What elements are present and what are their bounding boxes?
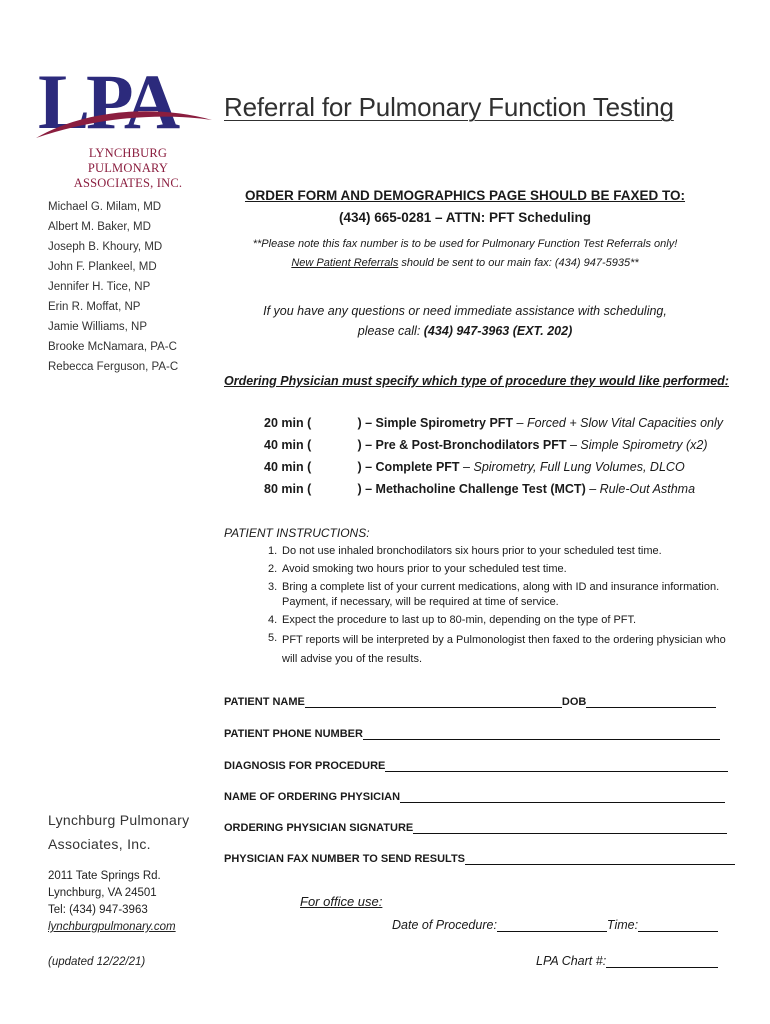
- procedure-name: ) – Pre & Post-Bronchodilators PFT: [354, 438, 567, 452]
- page-title: Referral for Pulmonary Function Testing: [224, 92, 674, 122]
- procedure-desc: – Rule-Out Asthma: [585, 482, 696, 496]
- address-city: Lynchburg, VA 24501: [48, 887, 157, 899]
- chart-number-row: [536, 954, 718, 968]
- staff-list: [48, 197, 178, 377]
- procedure-option[interactable]: [264, 412, 723, 434]
- patient-phone-field[interactable]: [363, 728, 720, 740]
- diagnosis-label: DIAGNOSIS FOR PROCEDURE: [224, 760, 386, 772]
- instruction-item: [268, 544, 728, 559]
- updated-date: (updated 12/22/21): [48, 956, 146, 968]
- chart-number-label: LPA Chart #:: [536, 954, 607, 968]
- instruction-item: [268, 580, 728, 610]
- instruction-number: 3.: [268, 581, 278, 593]
- instruction-number: 5.: [268, 632, 278, 644]
- logo-wordmark: [48, 146, 208, 191]
- procedure-name: ) – Methacholine Challenge Test (MCT): [354, 482, 586, 496]
- procedure-duration: 40 min (: [264, 438, 312, 452]
- procedure-date-field[interactable]: [497, 920, 607, 932]
- instructions-list: [268, 544, 728, 672]
- physician-name-field[interactable]: [400, 791, 725, 803]
- fax-number: (434) 665-0281 – ATTN: PFT Scheduling: [338, 210, 592, 225]
- procedure-duration: 40 min (: [264, 460, 312, 474]
- procedure-date-label: Date of Procedure:: [392, 918, 497, 932]
- procedure-date-row: [392, 918, 718, 932]
- instruction-text: Expect the procedure to last up to 80-min, depending on the type of PFT.: [282, 614, 637, 626]
- staff-member: Erin R. Moffat, NP: [48, 301, 141, 313]
- staff-member: Jamie Williams, NP: [48, 321, 148, 333]
- instruction-text: Avoid smoking two hours prior to your scheduled test time.: [282, 563, 567, 575]
- fax-heading: ORDER FORM AND DEMOGRAPHICS PAGE SHOULD BE FAXED TO:: [244, 188, 686, 203]
- instruction-item: [268, 613, 728, 628]
- questions-line-1: If you have any questions or need immediate assistance with scheduling,: [263, 304, 667, 318]
- signature-row: [224, 822, 727, 834]
- physician-name-label: NAME OF ORDERING PHYSICIAN: [224, 791, 401, 803]
- instruction-text: PFT reports will be interpreted by a Pulmonologist then faxed to the ordering physician who will advise you of the results.: [282, 634, 726, 665]
- patient-name-row: [224, 696, 716, 708]
- time-field[interactable]: [638, 920, 718, 932]
- patient-instructions-label: PATIENT INSTRUCTIONS:: [224, 526, 370, 540]
- patient-name-label: PATIENT NAME: [224, 696, 305, 708]
- procedure-name: ) – Simple Spirometry PFT: [354, 416, 514, 430]
- physician-name-row: [224, 791, 725, 803]
- procedure-list: [264, 412, 723, 500]
- staff-member: Michael G. Milam, MD: [48, 201, 162, 213]
- patient-phone-row: [224, 728, 720, 740]
- order-spec-heading: Ordering Physician must specify which type of procedure they would like performed:: [224, 374, 729, 388]
- chart-number-field[interactable]: [606, 956, 718, 968]
- physician-fax-field[interactable]: [465, 853, 735, 865]
- staff-member: Jennifer H. Tice, NP: [48, 281, 151, 293]
- physician-fax-label: PHYSICIAN FAX NUMBER TO SEND RESULTS: [224, 853, 466, 865]
- fax-note-2-rest: should be sent to our main fax: (434) 947-5935**: [398, 257, 639, 269]
- instruction-item: [268, 631, 728, 669]
- procedure-option[interactable]: [264, 434, 723, 456]
- lpa-logo-mark: [34, 62, 216, 146]
- procedure-duration: 80 min (: [264, 482, 312, 496]
- procedure-option[interactable]: [264, 478, 723, 500]
- instruction-number: 1.: [268, 545, 278, 557]
- staff-member: Albert M. Baker, MD: [48, 221, 151, 233]
- time-label: Time:: [606, 918, 639, 932]
- patient-phone-label: PATIENT PHONE NUMBER: [224, 728, 363, 740]
- questions-prefix: please call:: [357, 324, 424, 338]
- instruction-item: [268, 562, 728, 577]
- signature-field[interactable]: [413, 822, 727, 834]
- address-tel: Tel: (434) 947-3963: [48, 904, 148, 916]
- dob-field[interactable]: [586, 696, 716, 708]
- scheduling-phone: (434) 947-3963 (EXT. 202): [423, 324, 573, 338]
- fax-note-2: [210, 257, 720, 269]
- company-line-2: Associates, Inc.: [48, 836, 151, 852]
- new-patient-referrals-text: New Patient Referrals: [291, 257, 399, 269]
- diagnosis-row: [224, 760, 728, 772]
- instruction-number: 4.: [268, 614, 278, 626]
- physician-fax-row: [224, 853, 735, 865]
- logo-line-1: LYNCHBURG PULMONARY: [87, 146, 169, 175]
- instruction-text: Bring a complete list of your current medications, along with ID and insurance information. Payment, if necessary, will be required at time of service.: [282, 581, 720, 608]
- procedure-desc: – Forced + Slow Vital Capacities only: [513, 416, 724, 430]
- company-name: [48, 808, 189, 856]
- patient-name-field[interactable]: [305, 696, 562, 708]
- staff-member: John F. Plankeel, MD: [48, 261, 157, 273]
- procedure-duration: 20 min (: [264, 416, 312, 430]
- instruction-text: Do not use inhaled bronchodilators six hours prior to your scheduled test time.: [282, 545, 662, 557]
- website-link[interactable]: lynchburgpulmonary.com: [48, 921, 176, 933]
- staff-member: Joseph B. Khoury, MD: [48, 241, 163, 253]
- lpa-logo: [34, 62, 216, 190]
- logo-line-2: ASSOCIATES, INC.: [73, 176, 183, 190]
- questions-line-2: [210, 324, 720, 338]
- procedure-option[interactable]: [264, 456, 723, 478]
- staff-member: Brooke McNamara, PA-C: [48, 341, 177, 353]
- address-street: 2011 Tate Springs Rd.: [48, 870, 161, 882]
- company-line-1: Lynchburg Pulmonary: [48, 812, 190, 828]
- procedure-desc: – Simple Spirometry (x2): [566, 438, 708, 452]
- fax-note-1: **Please note this fax number is to be used for Pulmonary Function Test Referrals only!: [252, 238, 678, 250]
- company-address: [48, 868, 176, 936]
- instruction-number: 2.: [268, 563, 278, 575]
- procedure-name: ) – Complete PFT: [354, 460, 460, 474]
- office-use-label: For office use:: [300, 894, 383, 909]
- dob-label: DOB: [561, 696, 587, 708]
- procedure-desc: – Spirometry, Full Lung Volumes, DLCO: [459, 460, 685, 474]
- diagnosis-field[interactable]: [385, 760, 728, 772]
- logo-monogram: LPA: [38, 62, 177, 145]
- staff-member: Rebecca Ferguson, PA-C: [48, 361, 179, 373]
- signature-label: ORDERING PHYSICIAN SIGNATURE: [224, 822, 414, 834]
